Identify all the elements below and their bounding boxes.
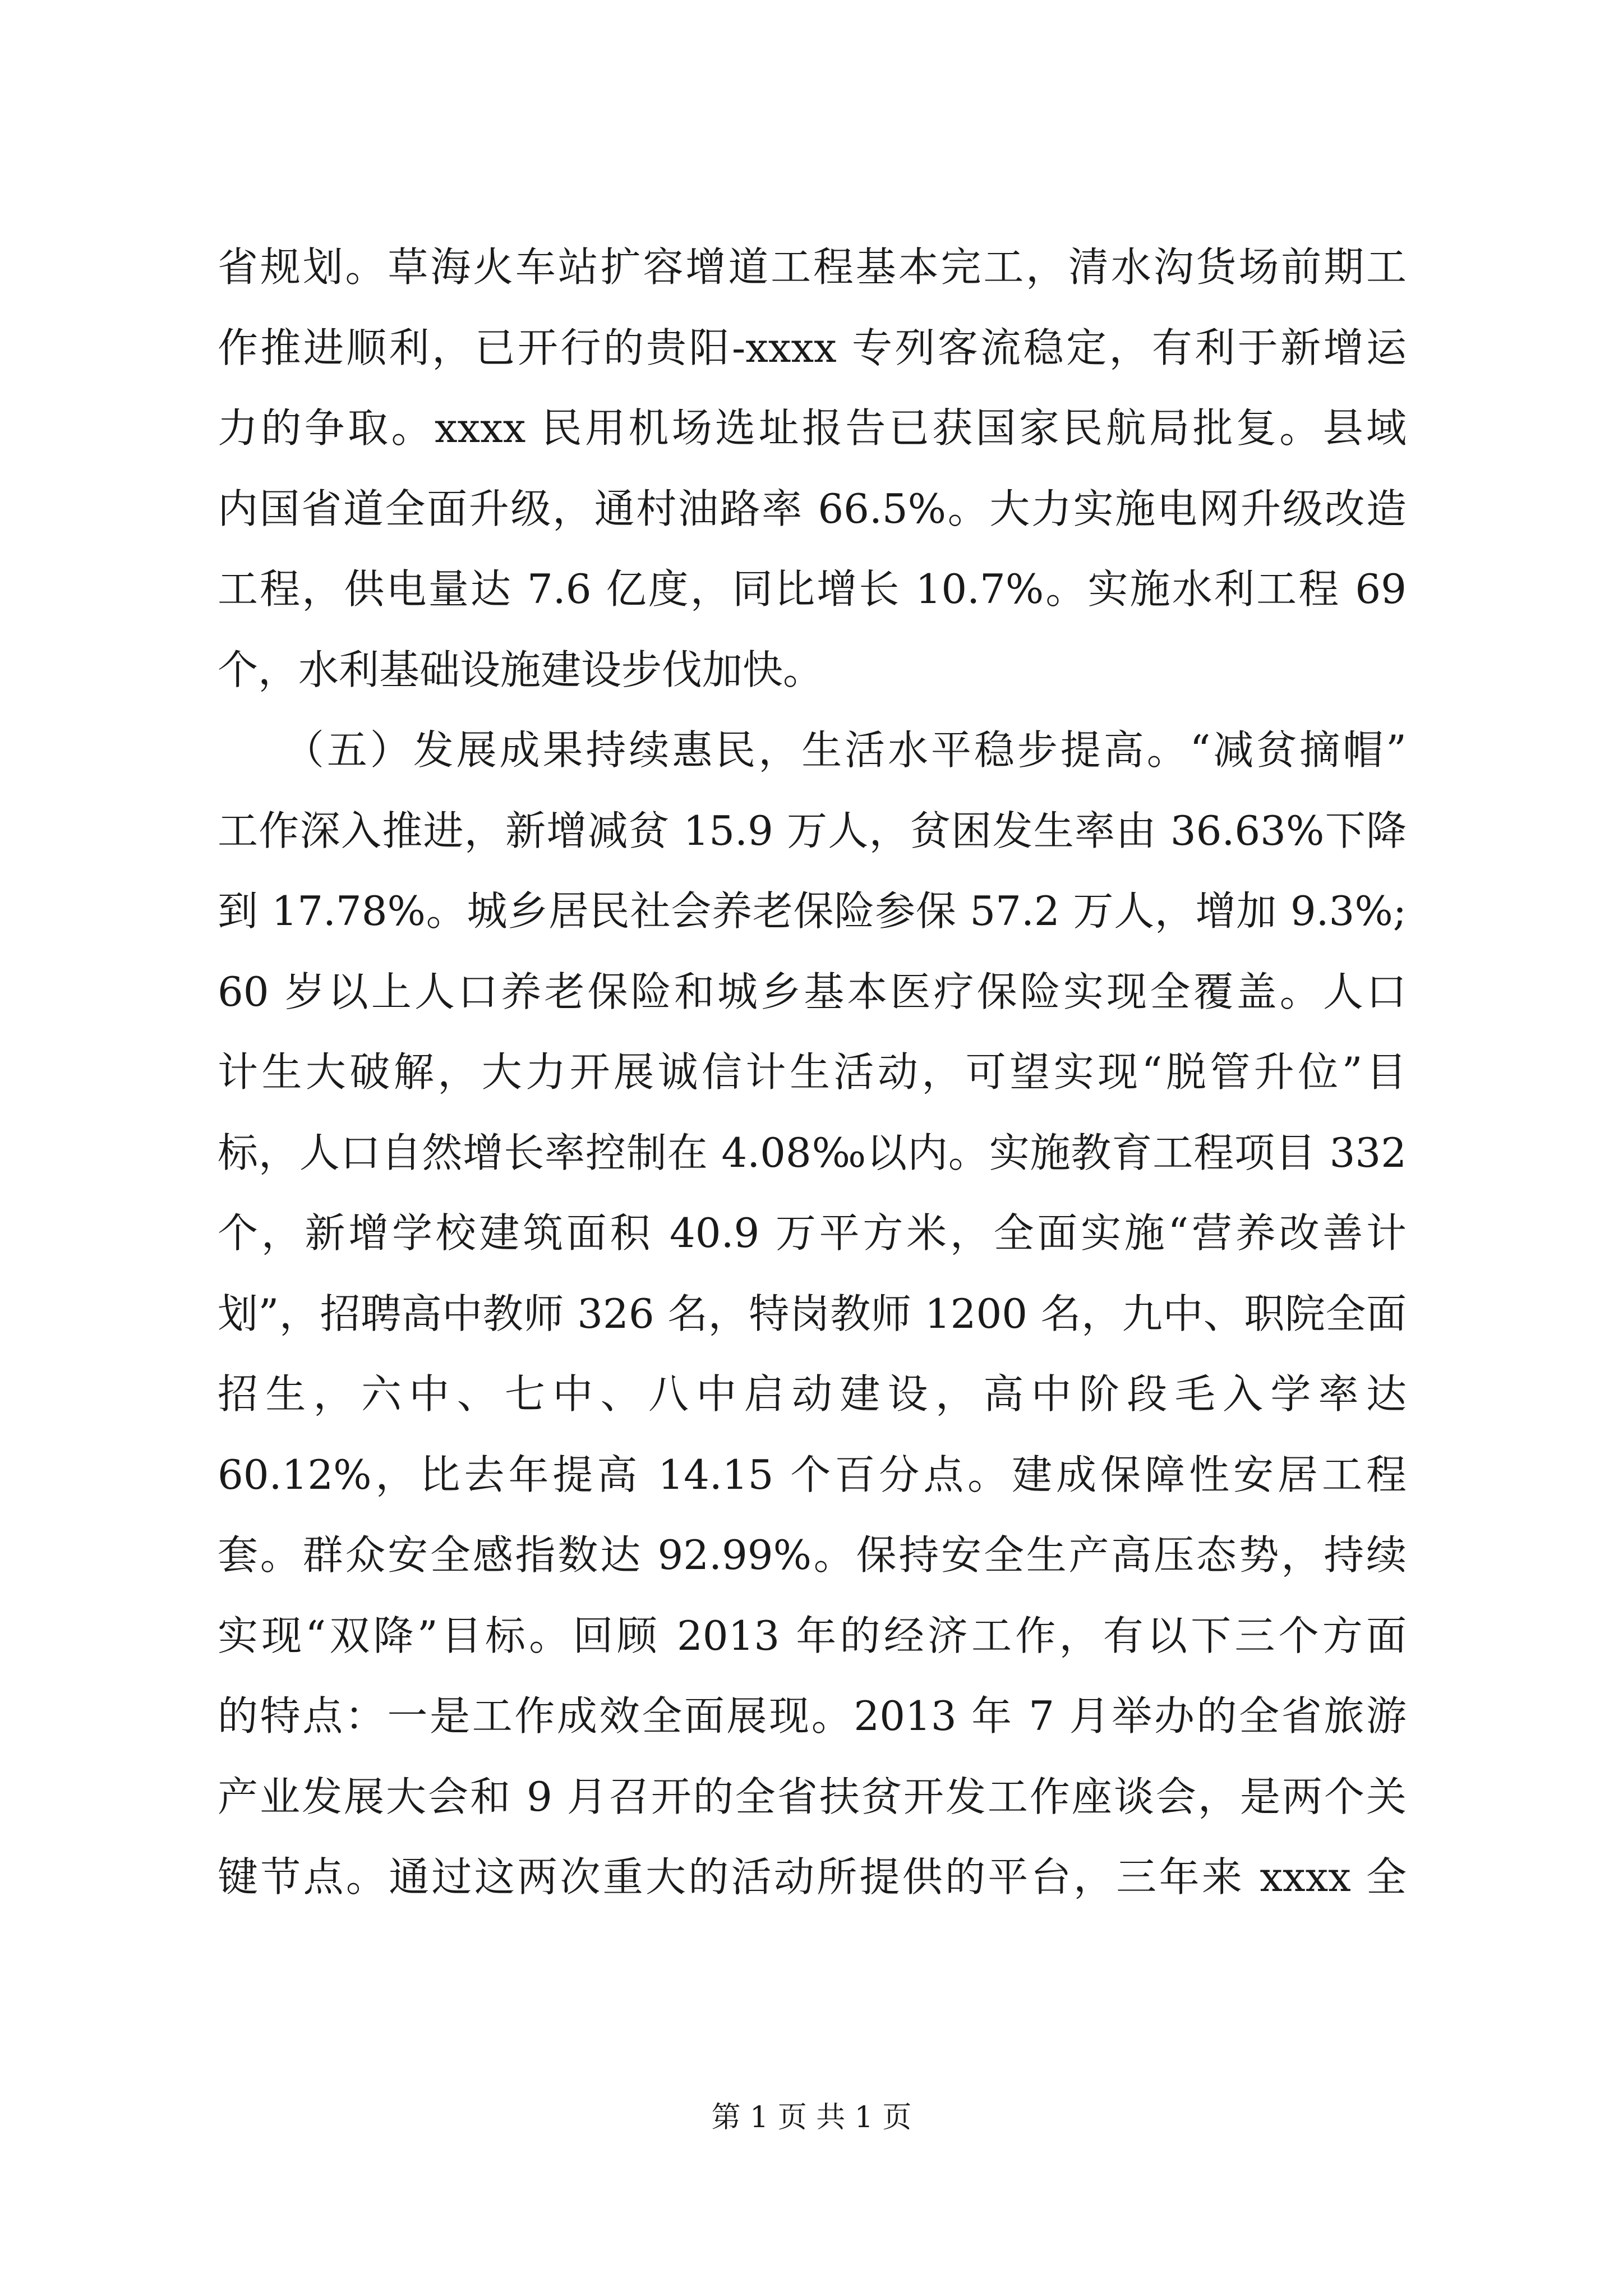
text-line: 标，人口自然增长率控制在 4.08‰以内。实施教育工程项目 332 xyxy=(218,1129,1407,1176)
text-line: 个，水利基础设施建设步伐加快。 xyxy=(218,646,824,693)
text-line: 60.12%，比去年提高 14.15 个百分点。建成保障性安居工程 xyxy=(218,1451,1407,1498)
text-line: 套。群众安全感指数达 92.99%。保持安全生产高压态势，持续 xyxy=(218,1531,1407,1579)
text-line: 的特点：一是工作成效全面展现。2013 年 7 月举办的全省旅游 xyxy=(218,1692,1407,1740)
page-footer xyxy=(0,2098,1623,2137)
text-line: 招生，六中、七中、八中启动建设，高中阶段毛入学率达 xyxy=(218,1370,1407,1418)
text-line: 作推进顺利，已开行的贵阳-xxxx 专列客流稳定，有利于新增运 xyxy=(218,324,1407,371)
text-line: （五）发展成果持续惠民，生活水平稳步提高。“减贫摘帽” xyxy=(218,726,1407,774)
page-number-label: 第 1 页 共 1 页 xyxy=(711,2101,912,2134)
text-line: 划”，招聘高中教师 326 名，特岗教师 1200 名，九中、职院全面 xyxy=(218,1290,1407,1337)
text-line: 工程，供电量达 7.6 亿度，同比增长 10.7%。实施水利工程 69 xyxy=(218,565,1407,613)
text-line: 实现“双降”目标。回顾 2013 年的经济工作，有以下三个方面 xyxy=(218,1612,1407,1659)
text-line: 内国省道全面升级，通村油路率 66.5%。大力实施电网升级改造 xyxy=(218,485,1407,532)
text-line: 工作深入推进，新增减贫 15.9 万人，贫困发生率由 36.63%下降 xyxy=(218,807,1407,854)
document-body xyxy=(218,227,1407,1918)
text-line: 计生大破解，大力开展诚信计生活动，可望实现“脱管升位”目 xyxy=(218,1048,1407,1096)
text-line: 力的争取。xxxx 民用机场选址报告已获国家民航局批复。县域 xyxy=(218,404,1407,452)
text-line: 省规划。草海火车站扩容增道工程基本完工，清水沟货场前期工 xyxy=(218,243,1407,291)
text-line: 60 岁以上人口养老保险和城乡基本医疗保险实现全覆盖。人口 xyxy=(218,968,1407,1015)
text-line: 到 17.78%。城乡居民社会养老保险参保 57.2 万人，增加 9.3%; xyxy=(218,887,1407,935)
text-line: 个，新增学校建筑面积 40.9 万平方米，全面实施“营养改善计 xyxy=(218,1209,1407,1257)
text-line: 键节点。通过这两次重大的活动所提供的平台，三年来 xxxx 全 xyxy=(218,1853,1407,1901)
text-line: 产业发展大会和 9 月召开的全省扶贫开发工作座谈会，是两个关 xyxy=(218,1773,1407,1820)
